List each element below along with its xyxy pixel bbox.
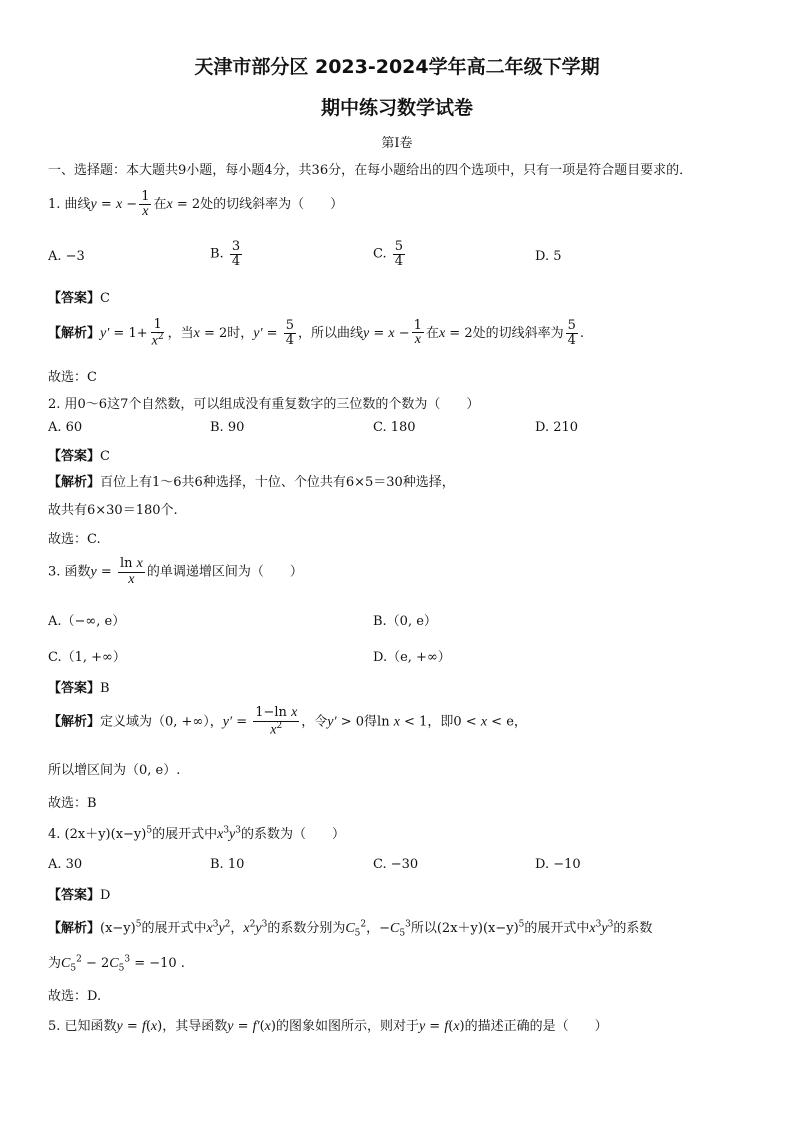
question-5-stem: 5. 已知函数y = f(x)，其导函数y = f′(x)的图象如图所示，则对于y = f(x)的描述正确的是（ ） [48, 1019, 608, 1034]
q4-answer: 【答案】D [48, 888, 111, 903]
q2-option-a[interactable]: A. 60 [48, 420, 83, 435]
q1-answer: 【答案】C [48, 291, 110, 306]
q4-option-d[interactable]: D. −10 [535, 857, 581, 872]
q1-option-c[interactable]: C. $\frac{5}{4}$ [373, 239, 404, 269]
q1-analysis: 【解析】y′ = 1+ $\frac{1}{x^2}$ ，当x = 2时，y′ = $\frac{5}{4}$ ，所以曲线y = x − $\frac{1}{x}$ 在x = 2处的切线斜率为 $\frac{5}{4}$ . [48, 317, 585, 348]
exam-subtitle: 期中练习数学试卷 [320, 97, 473, 119]
q3-answer: 【答案】B [48, 681, 110, 696]
q3-option-d[interactable]: D.（e, +∞） [373, 650, 451, 665]
q3-analysis: 【解析】定义域为（0, +∞），y′ = $\frac{\text{1−ln x}}{x^2}$ ，令y′ > 0得ln x < 1，即0 < x < e， [48, 705, 527, 738]
q4-analysis: 【解析】$(x-y)^5$的展开式中$x^3y^2$，$x^2y^3$的系数分别为$C_5^2$，$-C_5^3$所以$(2x+y)(x-y)^5$的展开式中$x^3y^3$的系数 [48, 919, 653, 939]
section-intro: 一、选择题：本大题共9小题，每小题4分，共36分，在每小题给出的四个选项中，只有一项是符合题目要求的． [48, 163, 693, 178]
q3-conclusion: 故选：B [48, 796, 97, 811]
q1-option-d[interactable]: D. 5 [535, 249, 562, 264]
q1-option-b[interactable]: B. $\frac{3}{4}$ [210, 239, 241, 269]
question-3-stem: 3. 函数y = $\frac{\text{ln x}}{x}$ 的单调递增区间为（ ） [48, 556, 303, 587]
q2-option-d[interactable]: D. 210 [535, 420, 579, 435]
q2-conclusion: 故选：C. [48, 532, 101, 547]
q2-analysis: 【解析】百位上有1～6共6种选择，十位、个位共有6×5＝30种选择， [48, 475, 455, 490]
volume-label: 第Ⅰ卷 [381, 136, 413, 151]
q2-analysis-line2: 故共有6×30＝180个. [48, 503, 178, 518]
q3-option-b[interactable]: B.（0, e） [373, 614, 437, 629]
q4-analysis-line2: 为$C_5^2 - 2C_5^3 = -10$ . [48, 954, 185, 974]
q4-option-c[interactable]: C. −30 [373, 857, 419, 872]
q4-conclusion: 故选：D. [48, 989, 102, 1004]
q2-answer: 【答案】C [48, 449, 110, 464]
q2-option-b[interactable]: B. 90 [210, 420, 245, 435]
q4-option-b[interactable]: B. 10 [210, 857, 245, 872]
exam-title: 天津市部分区 2023-2024学年高二年级下学期 [194, 56, 600, 78]
q4-option-a[interactable]: A. 30 [48, 857, 83, 872]
q3-analysis-line2: 所以增区间为（0, e）. [48, 763, 181, 778]
q1-option-a[interactable]: A. −3 [48, 249, 85, 264]
question-2-stem: 2. 用0～6这7个自然数，可以组成没有重复数字的三位数的个数为（ ） [48, 397, 480, 412]
q3-option-a[interactable]: A.（−∞, e） [48, 614, 126, 629]
question-4-stem: 4. $(2x+y)(x-y)^5$的展开式中$x^3y^3$的系数为（ ） [48, 825, 346, 842]
q1-conclusion: 故选：C [48, 370, 97, 385]
q3-option-c[interactable]: C.（1, +∞） [48, 650, 126, 665]
question-1-stem: 1. 曲线y = x − $\frac{1}{x}$ 在x = 2处的切线斜率为（ ） [48, 189, 344, 219]
q2-option-c[interactable]: C. 180 [373, 420, 416, 435]
